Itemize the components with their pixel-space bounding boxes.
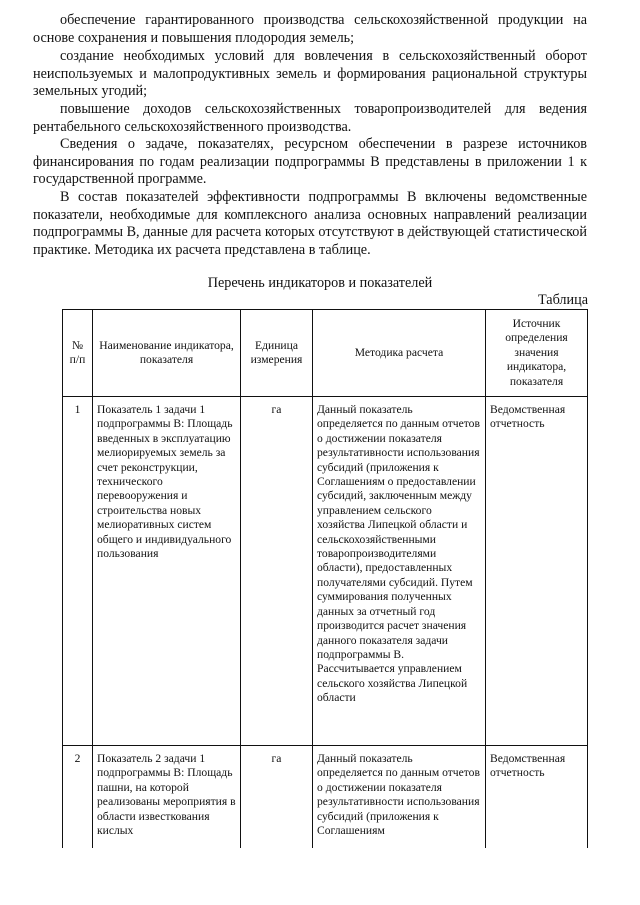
- paragraph-5: В состав показателей эффективности подпрограммы В включены ведомственные показатели, необходимые для комплексного анализа основных направлений реализации подпрограммы В, данные для расчета которых отсутствуют в действующей статистической практике. Методика их расчета представлена в таблице.: [33, 189, 587, 258]
- row-unit: га: [241, 397, 313, 746]
- header-number: № п/п: [63, 310, 93, 397]
- table-caption: Перечень индикаторов и показателей: [207, 275, 433, 291]
- row-number: 1: [63, 397, 93, 746]
- row-method: Данный показатель определяется по данным отчетов о достижении показателя результативности использования субсидий (приложения к Соглашениям о предоставлении субсидий, заключенным между управлением сельского хозяйства Липецкой области и сельскохозяйственными товаропроизводителями области), предоставленных получателями субсидий. Путем суммирования полученных данных за отчетный год производится расчет значения данного показателя задачи подпрограммы В. Рассчитывается управлением сельского хозяйства Липецкой области: [313, 397, 486, 746]
- header-name: Наименование индикатора, показателя: [93, 310, 241, 397]
- row-number: 2: [63, 746, 93, 856]
- paragraph-2: создание необходимых условий для вовлечения в сельскохозяйственный оборот неиспользуемых и малопродуктивных земель и формирования рациональной структуры земельных угодий;: [33, 48, 587, 100]
- page-bottom-margin: [0, 848, 640, 905]
- indicators-table: [62, 309, 588, 856]
- table-header-row: [63, 310, 588, 397]
- row-unit: га: [241, 746, 313, 856]
- row-name: Показатель 2 задачи 1 подпрограммы В: Площадь пашни, на которой реализованы мероприятия в области известкования кислых: [93, 746, 241, 856]
- paragraph-1: обеспечение гарантированного производства сельскохозяйственной продукции на основе сохранения и повышения плодородия земель;: [33, 12, 587, 46]
- table-row: [63, 397, 588, 746]
- table-row: [63, 746, 588, 856]
- row-source: Ведомственная отчетность: [486, 397, 588, 746]
- row-name: Показатель 1 задачи 1 подпрограммы В: Площадь введенных в эксплуатацию мелиорируемых земель за счет реконструкции, технического перевооружения и строительства новых мелиоративных систем общего и индивидуального пользования: [93, 397, 241, 746]
- paragraph-4: Сведения о задаче, показателях, ресурсном обеспечении в разрезе источников финансирования по годам реализации подпрограммы В представлены в приложении 1 к государственной программе.: [33, 136, 587, 188]
- header-unit: Единица измерения: [241, 310, 313, 397]
- table-label: Таблица: [537, 292, 588, 308]
- paragraph-3: повышение доходов сельскохозяйственных товаропроизводителей для ведения рентабельного сельскохозяйственного производства.: [33, 101, 587, 135]
- row-method: Данный показатель определяется по данным отчетов о достижении показателя результативности использования субсидий (приложения к Соглашениям: [313, 746, 486, 856]
- header-source: Источник определения значения индикатора, показателя: [486, 310, 588, 397]
- row-source: Ведомственная отчетность: [486, 746, 588, 856]
- header-method: Методика расчета: [313, 310, 486, 397]
